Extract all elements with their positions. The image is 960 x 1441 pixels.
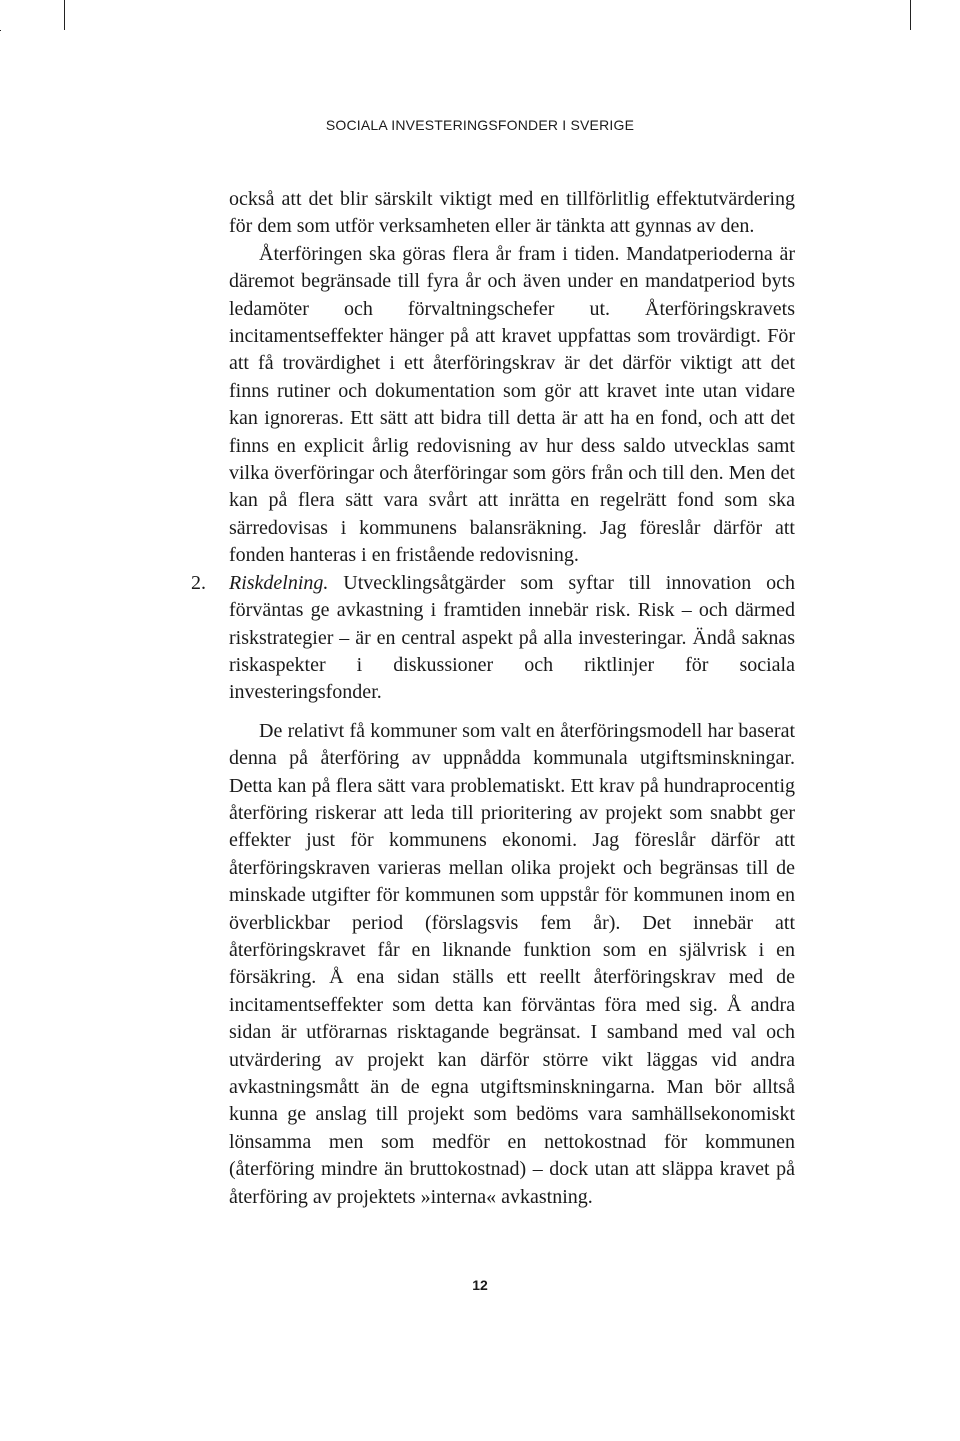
body-text	[191, 186, 795, 1211]
paragraph: också att det blir särskilt viktigt med en tillförlitlig effektutvärdering för dem som utför verksamheten eller är tänkta att gynnas av den.	[229, 188, 795, 238]
list-item-text: Utvecklingsåtgärder som syftar till innovation och förväntas ge avkastning i framtiden innebär risk. Risk – och därmed riskstrategier – är en central aspekt på alla investeringar. Ändå saknas riskaspekter i diskussioner och riktlinjer för sociala investeringsfonder.	[229, 571, 795, 704]
running-header: SOCIALA INVESTERINGSFONDER I SVERIGE	[325, 117, 635, 133]
crop-mark	[910, 0, 911, 30]
crop-mark	[0, 30, 1, 31]
list-number: 2.	[191, 571, 206, 594]
list-item-2	[191, 570, 795, 707]
page-number: 12	[472, 1277, 488, 1293]
list-item-title: Riskdelning.	[229, 571, 329, 594]
crop-mark	[64, 0, 65, 30]
paragraph: Återföringen ska göras flera år fram i tiden. Mandatperioderna är däremot begränsade till fyra år och även under en mandatperiod byts ledamöter och förvaltningschefer ut. Återföringskravets incitamentseffekter hänger på att kravet uppfattas som trovärdigt. För att få trovärdighet i ett återföringskrav är det därför viktigt att det finns rutiner och dokumentation som gör att kravet inte utan vidare kan ignoreras. Ett sätt att bidra till detta är att ha en fond, och att det finns en explicit årlig redovisning av hur dess saldo utvecklas samt vilka överföringar och återföringar som görs från och till den. Men det kan på flera sätt vara svårt att inrätta en regelrätt fond som ska särredovisas i kommunens balansräkning. Jag föreslår därför att fonden hanteras i en fristående redovisning.	[229, 242, 795, 567]
paragraph: De relativt få kommuner som valt en återföringsmodell har baserat denna på återföring av uppnådda kommunala utgiftsminskningar. Detta kan på flera sätt vara problematiskt. Ett krav på hundraprocentig återföring riskerar att leda till prioritering av projekt som snabbt ger effekter just för kommunens ekonomi. Jag föreslår därför att återföringskraven varieras mellan olika projekt och begränsas till de minskade utgifter för kommunen som uppstår för kommunen inom en överblickbar period (förslagsvis fem år). Det innebär att återföringskravet får en liknande funktion som en självrisk i en försäkring. Å ena sidan ställs ett reellt återföringskrav med de incitamentseffekter som detta kan förväntas föra med sig. Å andra sidan är utförarnas risktagande begränsat. I samband med val och utvärdering av projekt kan därför större vikt läggas vid andra avkastningsmått än de egna utgiftsminskningarna. Man bör alltså kunna ge anslag till projekt som bedöms vara samhällsekonomiskt lönsamma men som medför en nettokostnad för kommunen (återföring mindre än bruttokostnad) – dock utan att släppa kravet på återföring av projektets »interna« avkastning.	[229, 719, 795, 1208]
